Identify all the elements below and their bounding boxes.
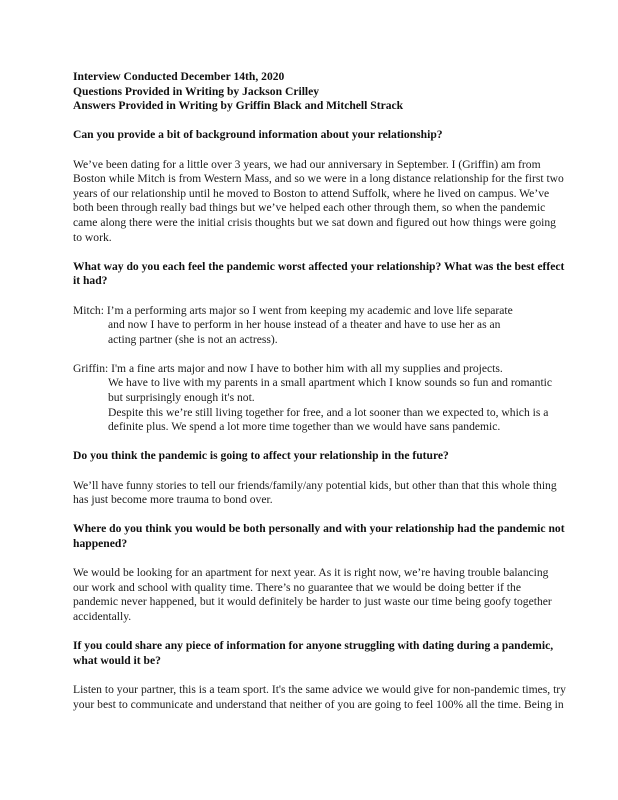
header-answers-line: Answers Provided in Writing by Griffin Black and Mitchell Strack [73,99,404,113]
answer-line: We have to live with my parents in a small apartment which I know sounds so fun and romantic [108,376,553,390]
answer-4 [73,566,553,624]
answer-line: came along there were the initial crisis thoughts but we sat down and figured out how things were going [73,215,556,229]
document-content [73,70,566,712]
interview-header [73,70,553,114]
question-line: what would it be? [73,653,161,667]
answer-line: your best to communicate and understand that neither of you are going to feel 100% all the time. Being in [73,697,564,711]
answer-line: has just become more trauma to bond over. [73,493,273,507]
answer-line: both been through really bad things but we’ve helped each other through them, so when the pandemic [73,201,546,215]
question-line: it had? [73,274,108,288]
answer-line: our work and school with quality time. There’s no guarantee that we would be doing better if the [73,580,521,594]
question-line: Do you think the pandemic is going to affect your relationship in the future? [73,449,449,463]
answer-line: definite plus. We spend a lot more time together than we would have sans pandemic. [108,420,501,434]
answer-line: but surprisingly enough it's not. [108,391,255,405]
answer-5 [73,682,566,712]
answer-line: Listen to your partner, this is a team sport. It's the same advice we would give for non-pandemic times, try [73,682,566,696]
question-4 [73,522,565,551]
answer-line: pandemic never happened, but it would definitely be harder to just waste our time being goofy together [73,595,552,609]
question-1 [73,128,553,143]
question-3 [73,449,553,464]
question-5 [73,639,553,668]
question-line: happened? [73,537,128,550]
question-line: What way do you each feel the pandemic worst affected your relationship? What was the best effect [73,259,565,273]
answer-line: Boston while Mitch is from Western Mass, and so we were in a long distance relationship for the first two [73,172,564,186]
answer-2-mitch [73,304,553,348]
question-line: Where do you think you would be both personally and with your relationship had the pandemic not [73,522,565,536]
answer-line: and now I have to perform in her house instead of a theater and have to use her as an [108,318,501,332]
answer-1 [73,157,564,246]
header-date-line: Interview Conducted December 14th, 2020 [73,70,285,83]
answer-line: acting partner (she is not an actress). [108,332,278,346]
answer-line: We’ve been dating for a little over 3 years, we had our anniversary in September. I (Griffin) am from [73,157,541,171]
question-line: Can you provide a bit of background information about your relationship? [73,128,443,142]
answer-line: accidentally. [73,609,132,623]
answer-line: We’ll have funny stories to tell our friends/family/any potential kids, but other than that this whole thing [73,478,557,492]
answer-3 [73,478,557,508]
answer-line: Despite this we’re still living together for free, and a lot sooner than we expected to, which is a [108,405,549,419]
header-questions-line: Questions Provided in Writing by Jackson Crilley [73,84,320,98]
answer-line: to work. [73,230,112,244]
speaker-line-griffin: Griffin: I'm a fine arts major and now I have to bother him with all my supplies and projects. [73,361,503,375]
question-line: If you could share any piece of information for anyone struggling with dating during a pandemic, [73,639,554,653]
question-2 [73,259,565,289]
answer-line: years of our relationship until he moved to Boston to attend Suffolk, where he lived on campus. We’ve [73,186,550,200]
answer-line: We would be looking for an apartment for next year. As it is right now, we’re having trouble balancing [73,566,549,580]
speaker-line-mitch: Mitch: I’m a performing arts major so I went from keeping my academic and love life separate [73,303,513,317]
answer-2-griffin [73,362,553,435]
